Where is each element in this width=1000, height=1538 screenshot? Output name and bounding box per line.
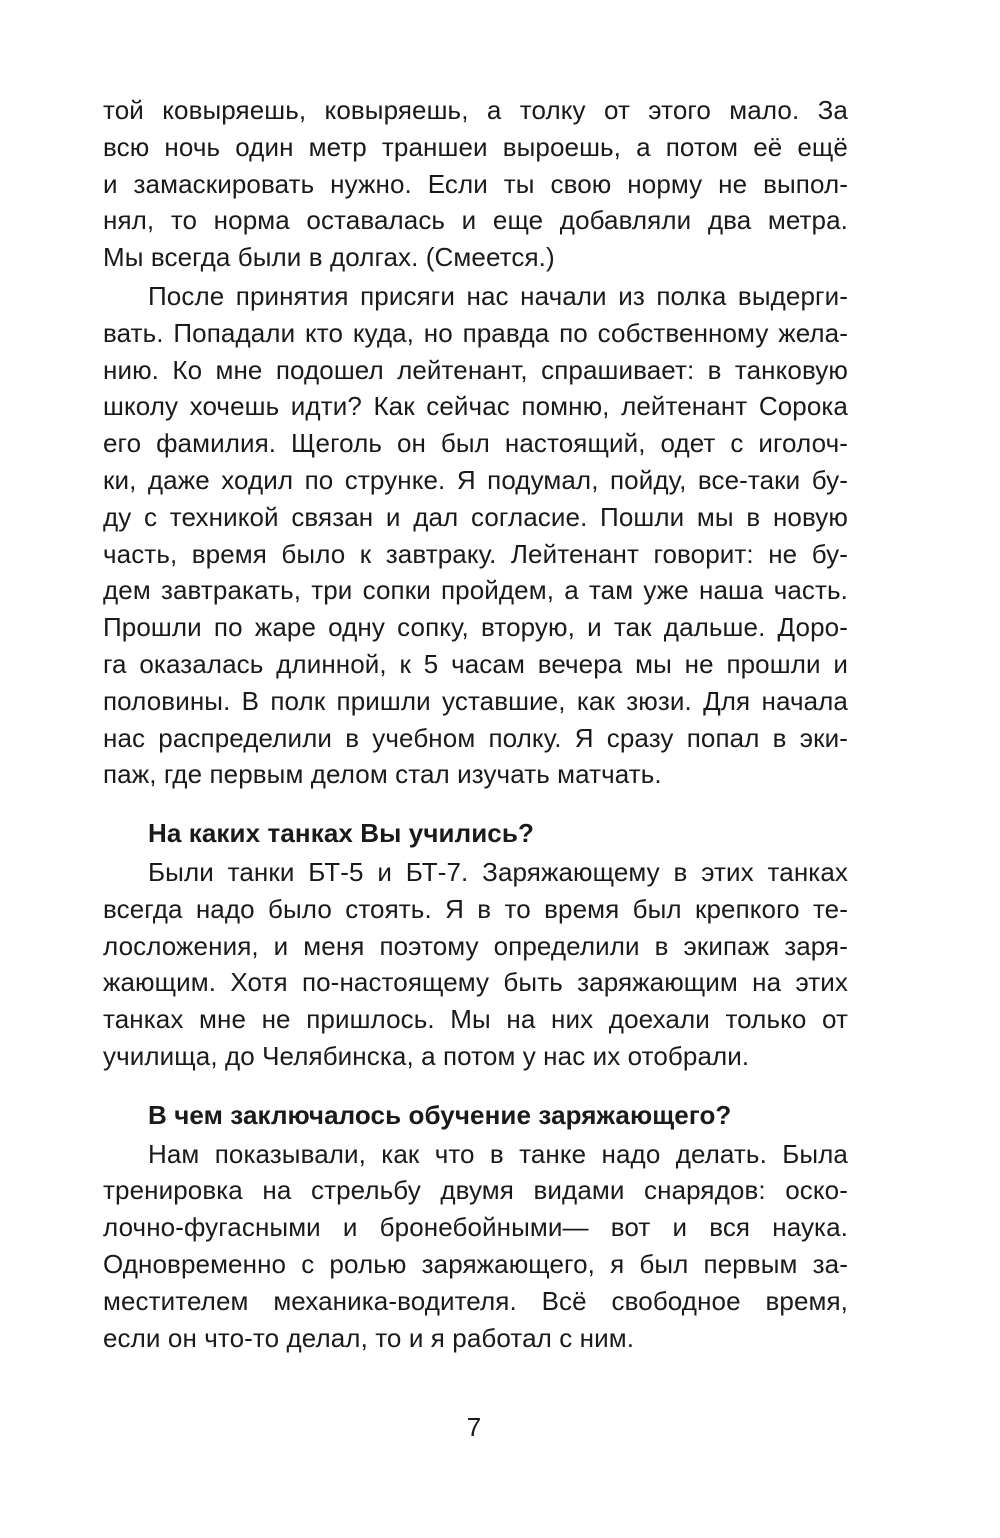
text-line: нас распределили в учебном полку. Я сразу попал в эки-: [103, 722, 848, 753]
text-line: школу хочешь идти? Как сейчас помню, лейтенант Сорока: [103, 391, 848, 422]
text-line: тренировка на стрельбу двумя видами снарядов: оско-: [103, 1175, 848, 1206]
text-line: дем завтракать, три сопки пройдем, а там уже наша часть.: [103, 575, 848, 606]
text-line: всегда надо было стоять. Я в то время был крепкого те-: [103, 893, 848, 924]
text-line: лосложения, и меня поэтому определили в экипаж заря-: [103, 930, 848, 961]
text-line: жающим. Хотя по-настоящему быть заряжающим на этих: [103, 967, 848, 998]
text-line: га оказалась длинной, к 5 часам вечера мы не прошли и: [103, 648, 848, 679]
text-line: лочно-фугасными и бронебойными— вот и вся наука.: [103, 1212, 848, 1243]
text-line: нял, то норма оставалась и еще добавляли два метра.: [103, 205, 848, 236]
text-line: если он что-то делал, то и я работал с ним.: [103, 1322, 635, 1353]
text-line: Прошли по жаре одну сопку, вторую, и так дальше. Доро-: [103, 612, 848, 643]
text-line: ду с техникой связан и дал согласие. Пошли мы в новую: [103, 501, 848, 532]
paragraph-4: [103, 1136, 848, 1357]
question-heading: В чем заключалось обучение заряжающего?: [148, 1099, 732, 1130]
text-line: и замаскировать нужно. Если ты свою норму не выпол-: [103, 168, 848, 199]
text-line: танках мне не пришлось. Мы на них доехали только от: [103, 1004, 848, 1035]
text-line: Были танки БТ-5 и БТ-7. Заряжающему в этих танках: [148, 856, 848, 887]
paragraph-1: [103, 92, 848, 276]
text-line: всю ночь один метр траншеи выроешь, а потом её ещё: [103, 131, 848, 162]
text-line: той ковыряешь, ковыряешь, а толку от этого мало. За: [103, 95, 848, 125]
text-line: ки, даже ходил по струнке. Я подумал, пойду, все-таки бу-: [103, 464, 848, 495]
text-line: половины. В полк пришли уставшие, как зюзи. Для начала: [103, 685, 848, 716]
page-number: 7: [466, 1412, 482, 1442]
text-line: местителем механика-водителя. Всё свободное время,: [103, 1285, 848, 1316]
text-line: паж, где первым делом стал изучать матчать.: [103, 759, 662, 790]
text-line: вать. Попадали кто куда, но правда по собственному жела-: [103, 317, 848, 348]
paragraph-2: [103, 278, 848, 793]
text-line: После принятия присяги нас начали из полка выдерги-: [148, 280, 848, 311]
text-line: часть, время было к завтраку. Лейтенант говорит: не бу-: [103, 538, 848, 569]
question-heading: На каких танках Вы учились?: [148, 818, 534, 849]
text-line: Мы всегда были в долгах. (Смеется.): [103, 242, 555, 273]
text-line: нию. Ко мне подошел лейтенант, спрашивает: в танковую: [103, 354, 848, 385]
paragraph-3: [103, 854, 848, 1075]
text-body: [103, 92, 848, 1356]
text-line: его фамилия. Щеголь он был настоящий, одет с иголоч-: [103, 428, 848, 459]
text-line: Одновременно с ролью заряжающего, я был первым за-: [103, 1248, 848, 1279]
text-line: училища, до Челябинска, а потом у нас их отобрали.: [103, 1040, 750, 1071]
text-line: Нам показывали, как что в танке надо делать. Была: [148, 1138, 848, 1169]
